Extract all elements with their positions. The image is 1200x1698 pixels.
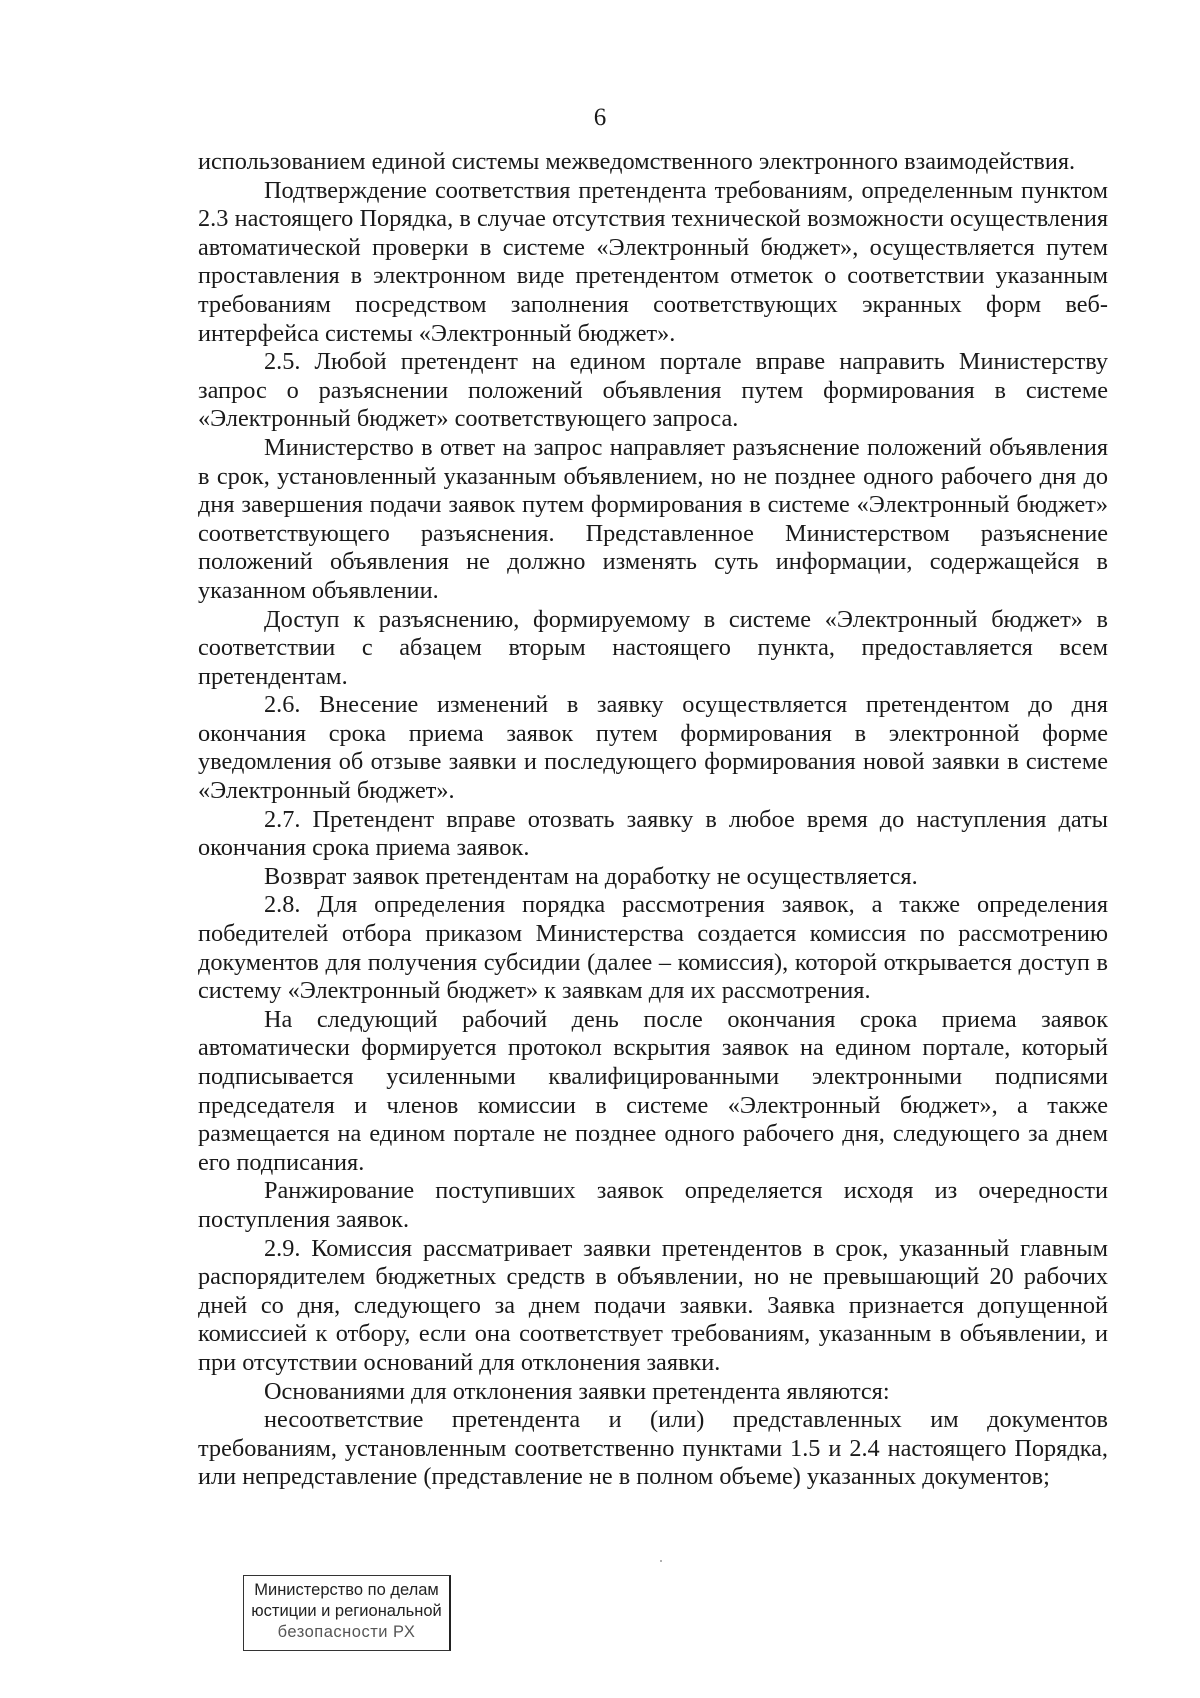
stamp-line: безопасности РХ [277,1623,416,1641]
paragraph: 2.8. Для определения порядка рассмотрения заявок, а также определения победителей отбора приказом Министерства создается комиссия по рассмотрению документов для получения субсидии (далее – комиссия), которой открывается доступ в систему «Электронный бюджет» к заявкам для их рассмотрения. [198,891,1108,1005]
paragraph: Доступ к разъяснению, формируемому в системе «Электронный бюджет» в соответствии с абзацем вторым настоящего пункта, предоставляется всем претендентам. [198,605,1108,690]
page-number: 6 [593,104,607,131]
paragraph: 2.5. Любой претендент на едином портале вправе направить Министерству запрос о разъяснении положений объявления путем формирования в системе «Электронный бюджет» соответствующего запроса. [198,348,1108,433]
paragraph: использованием единой системы межведомственного электронного взаимодействия. [198,148,1076,175]
paragraph: Основаниями для отклонения заявки претендента являются: [264,1377,890,1405]
ministry-stamp [243,1575,451,1651]
paragraph: Ранжирование поступивших заявок определяется исходя из очередности поступления заявок. [198,1177,1108,1233]
paragraph: 2.9. Комиссия рассматривает заявки претендентов в срок, указанный главным распорядителем бюджетных средств в объявлении, но не превышающий 20 рабочих дней со дня, следующего за днем подачи заявки. Заявка признается допущенной комиссией к отбору, если она соответствует требованиям, указанным в объявлении, и при отсутствии оснований для отклонения заявки. [198,1234,1108,1376]
stamp-line: юстиции и региональной [251,1602,442,1620]
paragraph: 2.7. Претендент вправе отозвать заявку в любое время до наступления даты окончания срока приема заявок. [198,805,1108,862]
paragraph: Возврат заявок претендентам на доработку не осуществляется. [264,862,918,890]
paragraph: 2.6. Внесение изменений в заявку осуществляется претендентом до дня окончания срока приема заявок путем формирования в электронной форме уведомления об отзыве заявки и последующего формирования новой заявки в системе «Электронный бюджет». [198,691,1108,805]
scan-speck [660,1560,662,1562]
stamp-line: Министерство по делам [254,1581,439,1599]
paragraph: Министерство в ответ на запрос направляет разъяснение положений объявления в срок, установленный указанным объявлением, но не позднее одного рабочего дня до дня завершения подачи заявок путем формирования в системе «Электронный бюджет» соответствующего разъяснения. Представленное Министерством разъяснение положений объявления не должно изменять суть информации, содержащейся в указанном объявлении. [198,433,1108,604]
paragraph: На следующий рабочий день после окончания срока приема заявок автоматически формируется протокол вскрытия заявок на едином портале, который подписывается усиленными квалифицированными электронными подписями председателя и членов комиссии в системе «Электронный бюджет», а также размещается на едином портале не позднее одного рабочего дня, следующего за днем его подписания. [198,1005,1108,1176]
paragraph: Подтверждение соответствия претендента требованиям, определенным пунктом 2.3 настоящего Порядка, в случае отсутствия технической возможности осуществления автоматической проверки в системе «Электронный бюджет», осуществляется путем проставления в электронном виде претендентом отметок о соответствии указанным требованиям посредством заполнения соответствующих экранных форм веб-интерфейса системы «Электронный бюджет». [198,176,1108,347]
paragraph: несоответствие претендента и (или) представленных им документов требованиям, установленным соответственно пунктами 1.5 и 2.4 настоящего Порядка, или непредставление (представление не в полном объеме) указанных документов; [198,1406,1108,1491]
document-body [198,148,1108,1492]
